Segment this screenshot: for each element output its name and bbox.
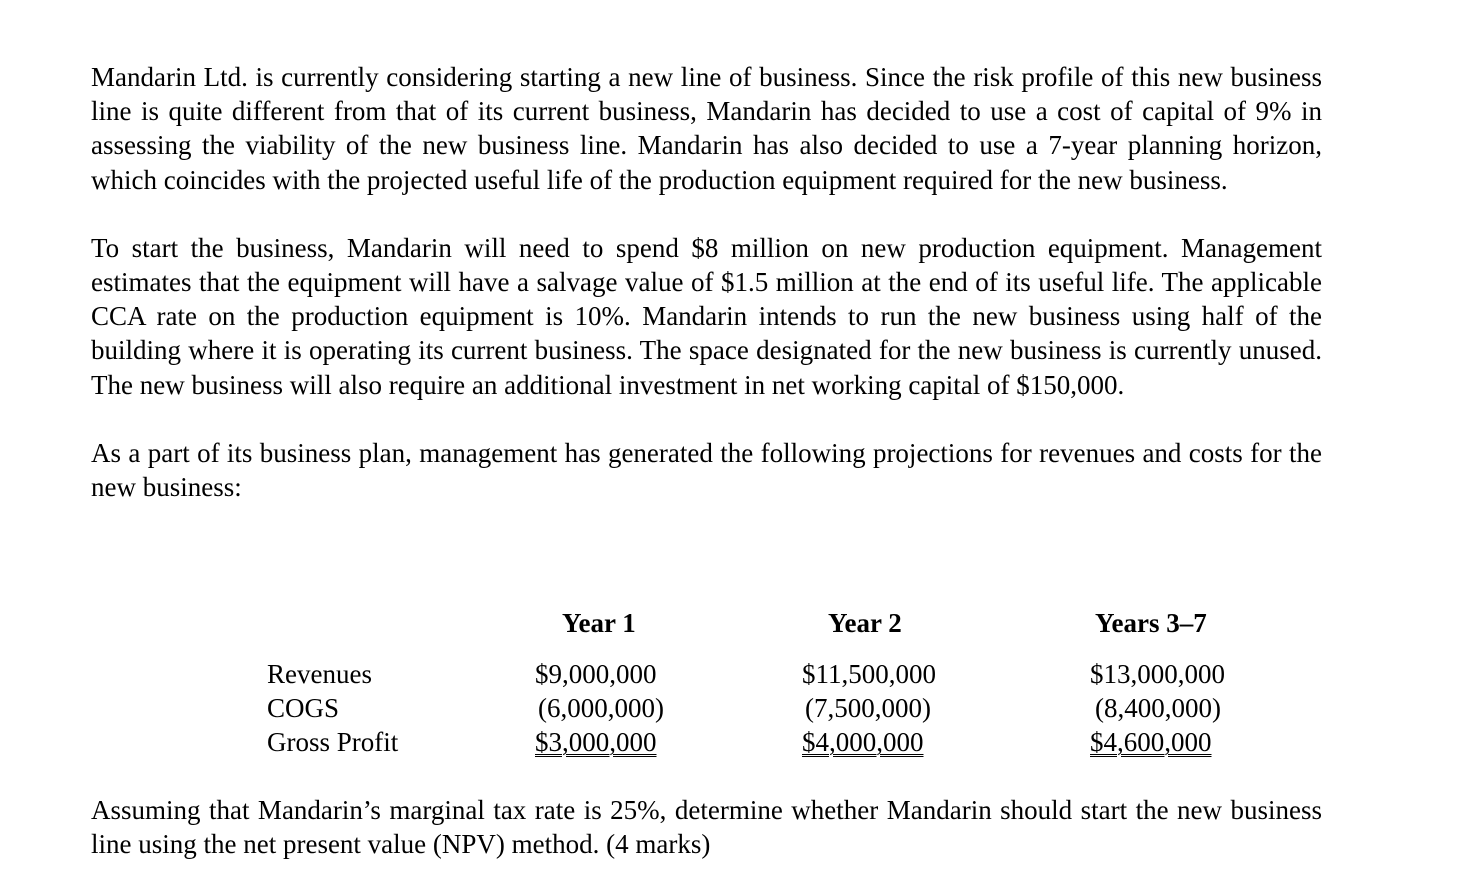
- column-header-year-1: Year 1: [562, 608, 636, 638]
- paragraph-intro: Mandarin Ltd. is currently considering starting a new line of business. Since the risk profile of this new business line is quite different from that of its current business, Mandarin has decided to use a cost of capital of 9% in assessing the viability of the new business line. Mandarin has also decided to use a 7-year planning horizon, which coincides with the projected useful life of the production equipment required for the new business.: [91, 62, 1322, 195]
- text-body: [91, 60, 1322, 504]
- cell-revenues-years-3-7: $13,000,000: [1090, 659, 1225, 689]
- cell-cogs-years-3-7: (8,400,000): [1095, 693, 1221, 723]
- paragraph-projections-intro: As a part of its business plan, management has generated the following projections for revenues and costs for the new business:: [91, 437, 1322, 503]
- column-header-years-3-7: Years 3–7: [1095, 608, 1207, 638]
- question-block: [91, 793, 1322, 861]
- cell-gross-profit-year-2: $4,000,000: [802, 727, 924, 757]
- cell-revenues-year-1: $9,000,000: [535, 659, 657, 689]
- paragraph-question: Assuming that Mandarin’s marginal tax rate is 25%, determine whether Mandarin should start the new business line using the net present value (NPV) method. (4 marks): [91, 795, 1322, 860]
- paragraph-investment: To start the business, Mandarin will need to spend $8 million on new production equipment. Management estimates that the equipment will have a salvage value of $1.5 million at the end of its useful life. The applicable CCA rate on the production equipment is 10%. Mandarin intends to run the new business using half of the building where it is operating its current business. The space designated for the new business is currently unused. The new business will also require an additional investment in net working capital of $150,000.: [91, 232, 1322, 400]
- row-label-revenues: Revenues: [267, 659, 372, 689]
- cell-cogs-year-2: (7,500,000): [805, 693, 931, 723]
- row-label-cogs: COGS: [267, 693, 340, 723]
- column-header-year-2: Year 2: [828, 608, 902, 638]
- cell-gross-profit-years-3-7: $4,600,000: [1090, 727, 1212, 757]
- cell-cogs-year-1: (6,000,000): [538, 693, 664, 723]
- row-label-gross-profit: Gross Profit: [267, 727, 399, 757]
- projections-table: [267, 606, 1367, 766]
- cell-revenues-year-2: $11,500,000: [802, 659, 936, 689]
- cell-gross-profit-year-1: $3,000,000: [535, 727, 657, 757]
